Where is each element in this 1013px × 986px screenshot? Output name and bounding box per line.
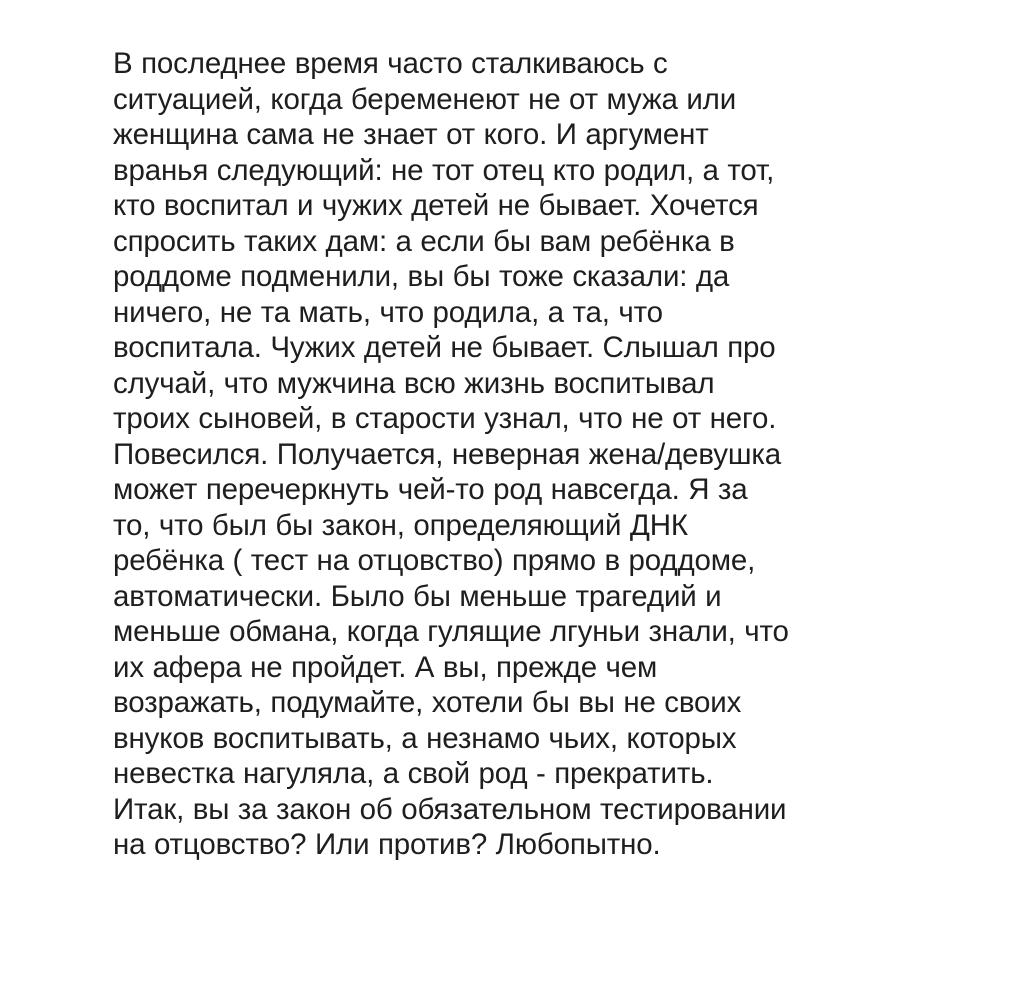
text-line: ничего, не та мать, что родила, а та, что — [113, 295, 663, 329]
text-line: на отцовство? Или против? Любопытно. — [113, 828, 661, 861]
text-line: В последнее время часто сталкиваюсь с — [113, 47, 668, 80]
text-line: роддоме подменили, вы бы тоже сказали: да — [113, 260, 730, 293]
text-line: воспитала. Чужих детей не бывает. Слышал про — [113, 331, 776, 364]
text-line: меньше обмана, когда гулящие лгуньи знали, что — [113, 615, 789, 648]
text-line: ситуацией, когда беременеют не от мужа или — [113, 82, 737, 116]
text-line: невестка нагуляла, а свой род - прекратить. — [113, 757, 714, 790]
text-line: случай, что мужчина всю жизнь воспитывал — [113, 366, 715, 400]
text-line: кто воспитал и чужих детей не бывает. Хочется — [113, 189, 759, 222]
text-line: возражать, подумайте, хотели бы вы не своих — [113, 686, 742, 719]
text-line: спросить таких дам: а если бы вам ребёнка в — [113, 224, 735, 258]
text-line: Повесился. Получается, неверная жена/девушка — [113, 437, 782, 471]
text-line: автоматически. Было бы меньше трагедий и — [113, 579, 722, 613]
text-line: то, что был бы закон, определяющий ДНК — [113, 508, 688, 542]
text-line: их афера не пройдет. А вы, прежде чем — [113, 650, 658, 684]
text-line: троих сыновей, в старости узнал, что не от него. — [113, 402, 777, 435]
post-text — [113, 46, 973, 863]
text-line: внуков воспитывать, а незнамо чьих, которых — [113, 721, 737, 755]
text-line: Итак, вы за закон об обязательном тестировании — [113, 792, 787, 826]
text-line: ребёнка ( тест на отцовство) прямо в роддоме, — [113, 544, 756, 577]
text-line: женщина сама не знает от кого. И аргумент — [113, 118, 709, 151]
text-line: может перечеркнуть чей-то род навсегда. Я за — [113, 473, 748, 506]
text-line: вранья следующий: не тот отец кто родил, а тот, — [113, 153, 775, 187]
